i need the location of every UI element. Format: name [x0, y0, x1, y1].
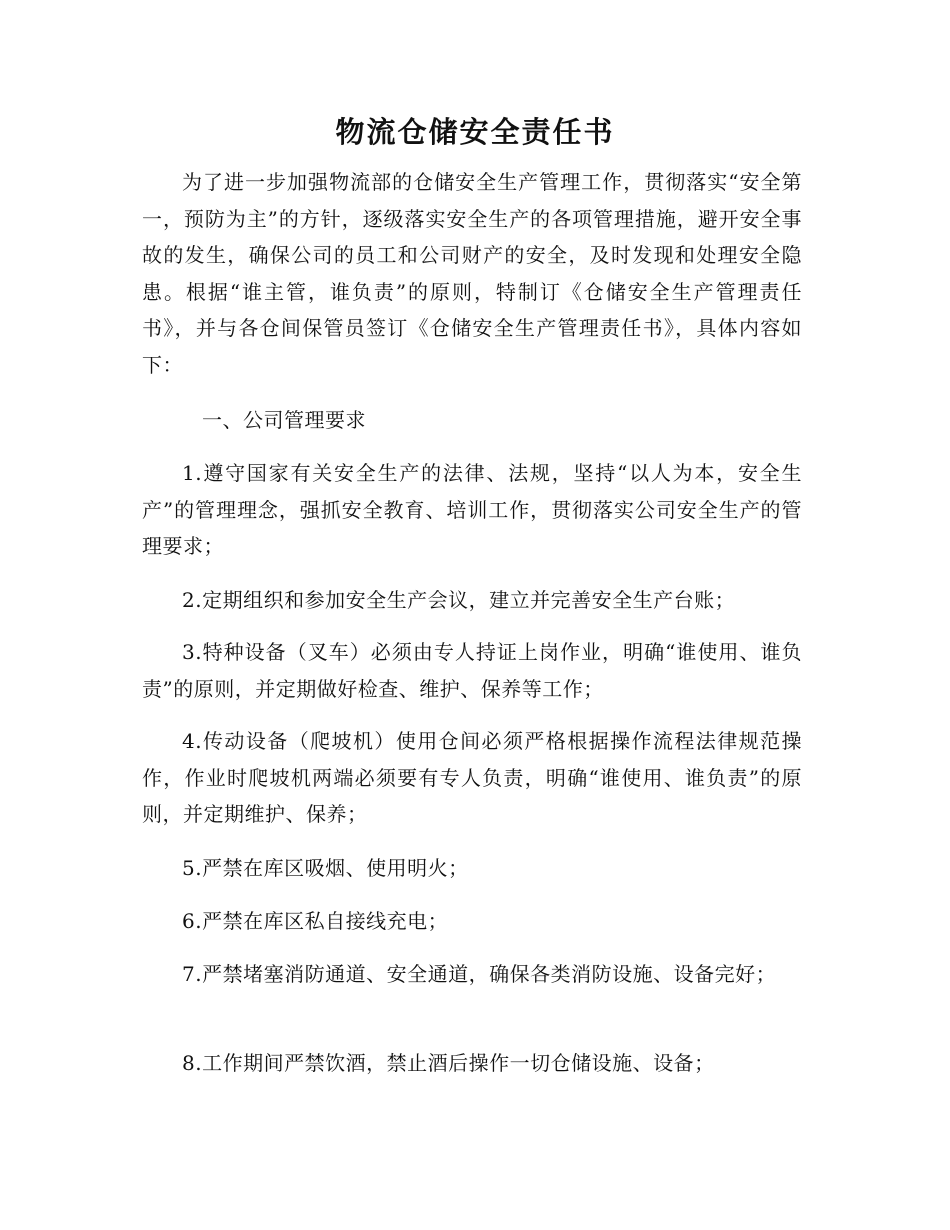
list-item-text: 7.严禁堵塞消防通道、安全通道，确保各类消防设施、设备完好；	[182, 962, 777, 986]
list-item-text: 6.严禁在库区私自接线充电；	[182, 909, 449, 933]
list-item	[142, 582, 802, 619]
intro-paragraph: 为了进一步加强物流部的仓储安全生产管理工作，贯彻落实“安全第一，预防为主”的方针，逐级落实安全生产的各项管理措施，避开安全事故的发生，确保公司的员工和公司财产的安全，及时发现和处理安全隐患。根据“谁主管，谁负责”的原则，特制订《仓储安全生产管理责任书》，并与各仓间保管员签订《仓储安全生产管理责任书》，具体内容如下：	[142, 170, 802, 377]
intro-block	[142, 164, 802, 383]
section-heading-block	[142, 402, 802, 439]
list-item	[142, 634, 802, 707]
list-item-text: 5.严禁在库区吸烟、使用明火；	[182, 856, 469, 880]
list-item-text: 4.传动设备（爬坡机）使用仓间必须严格根据操作流程法律规范操作，作业时爬坡机两端必须要有专人负责，明确“谁使用、谁负责”的原则，并定期维护、保养；	[142, 729, 802, 826]
list-item	[142, 455, 802, 565]
list-item-text: 8.工作期间严禁饮酒，禁止酒后操作一切仓储设施、设备；	[182, 1051, 715, 1075]
document-title: 物流仓储安全责任书	[335, 115, 615, 149]
list-item	[142, 1045, 802, 1082]
list-item	[142, 903, 802, 940]
section-heading: 一、公司管理要求	[202, 408, 366, 432]
list-item	[142, 850, 802, 887]
list-item-text: 3.特种设备（叉车）必须由专人持证上岗作业，明确“谁使用、谁负责”的原则，并定期做好检查、维护、保养等工作；	[142, 640, 802, 701]
list-item-text: 2.定期组织和参加安全生产会议，建立并完善安全生产台账；	[182, 588, 736, 612]
list-item-text: 1.遵守国家有关安全生产的法律、法规，坚持“以人为本，安全生产”的管理理念，强抓安全教育、培训工作，贯彻落实公司安全生产的管理要求；	[142, 461, 802, 558]
list-item	[142, 723, 802, 833]
list-item	[142, 956, 802, 993]
